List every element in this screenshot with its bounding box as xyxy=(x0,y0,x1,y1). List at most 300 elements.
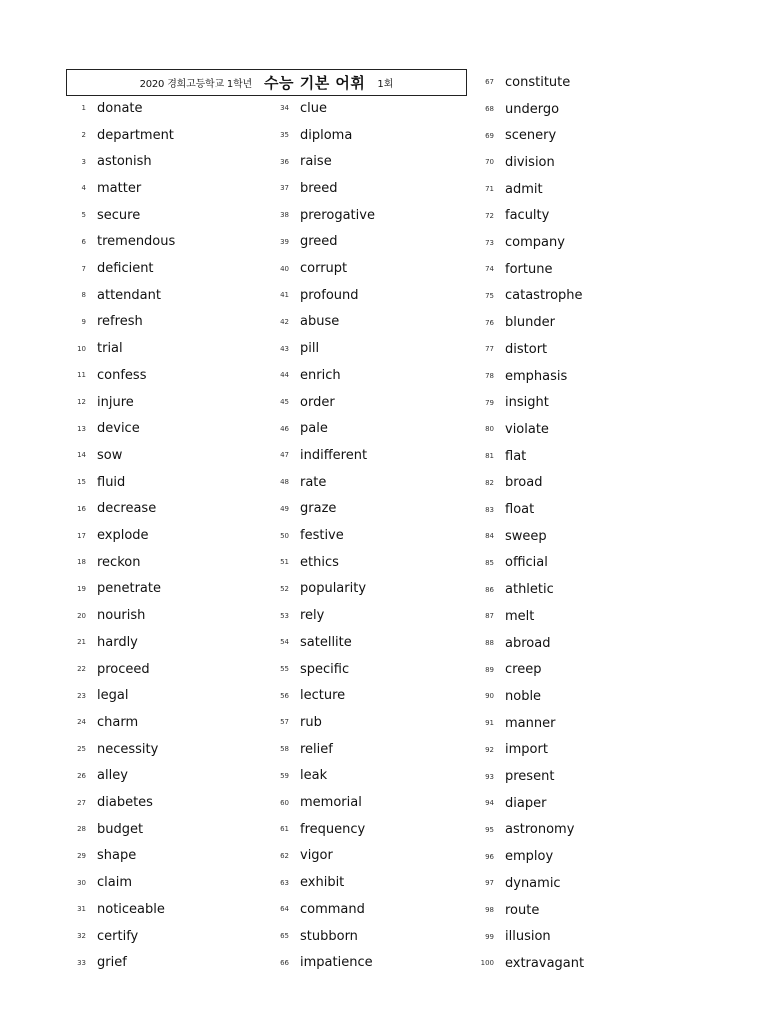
word-row xyxy=(474,256,552,283)
word-row xyxy=(66,763,128,790)
word-number: 25 xyxy=(77,745,86,754)
vocabulary-word: necessity xyxy=(97,741,159,757)
vocabulary-word: festive xyxy=(300,528,344,544)
word-row xyxy=(66,709,138,736)
word-row xyxy=(474,870,561,897)
vocabulary-word: enrich xyxy=(300,367,341,383)
vocabulary-word: diploma xyxy=(300,127,353,143)
vocabulary-word: abroad xyxy=(505,635,551,651)
vocabulary-word: hardly xyxy=(97,634,138,650)
vocabulary-word: charm xyxy=(97,714,139,730)
word-row xyxy=(474,309,555,336)
word-row xyxy=(66,229,175,256)
word-number: 54 xyxy=(280,638,289,647)
word-row xyxy=(269,415,328,442)
vocabulary-word: float xyxy=(505,502,535,518)
word-row xyxy=(474,817,574,844)
word-row xyxy=(269,763,327,790)
vocabulary-word: indifferent xyxy=(300,447,368,463)
vocabulary-word: nourish xyxy=(97,608,146,624)
word-row xyxy=(66,469,125,496)
word-row xyxy=(474,416,549,443)
word-number: 97 xyxy=(485,879,494,888)
vocabulary-word: athletic xyxy=(505,582,554,598)
vocabulary-word: official xyxy=(505,555,548,571)
vocabulary-word: greed xyxy=(300,234,338,250)
word-number: 26 xyxy=(77,771,86,780)
word-row xyxy=(269,335,319,362)
word-number: 82 xyxy=(485,478,494,487)
word-row xyxy=(474,96,559,123)
word-number: 85 xyxy=(485,558,494,567)
word-row xyxy=(66,549,140,576)
word-row xyxy=(269,896,365,923)
word-number: 86 xyxy=(485,585,494,594)
vocabulary-word: shape xyxy=(97,848,137,864)
vocabulary-word: violate xyxy=(505,421,549,437)
word-row xyxy=(269,122,352,149)
vocabulary-word: distort xyxy=(505,341,548,357)
word-row xyxy=(474,843,553,870)
word-number: 53 xyxy=(280,611,289,620)
word-row xyxy=(269,522,344,549)
word-number: 22 xyxy=(77,665,86,674)
word-row xyxy=(474,656,541,683)
word-number: 95 xyxy=(485,825,494,834)
word-number: 51 xyxy=(280,558,289,567)
word-row xyxy=(474,683,541,710)
vocabulary-word: fortune xyxy=(505,261,553,277)
vocabulary-word: emphasis xyxy=(505,368,568,384)
vocabulary-word: noticeable xyxy=(97,901,165,917)
word-number: 6 xyxy=(81,237,86,246)
word-number: 29 xyxy=(77,851,86,860)
word-number: 38 xyxy=(280,211,289,220)
word-number: 16 xyxy=(77,504,86,513)
vocabulary-word: rate xyxy=(300,474,327,490)
vocabulary-word: present xyxy=(505,769,555,785)
vocabulary-word: alley xyxy=(97,768,128,784)
vocabulary-word: scenery xyxy=(505,128,557,144)
word-row xyxy=(269,602,324,629)
word-number: 57 xyxy=(280,718,289,727)
word-row xyxy=(66,629,138,656)
word-number: 74 xyxy=(485,265,494,274)
word-number: 99 xyxy=(485,932,494,941)
vocabulary-word: reckon xyxy=(97,554,141,570)
word-number: 72 xyxy=(485,211,494,220)
word-row xyxy=(66,896,165,923)
word-number: 10 xyxy=(77,344,86,353)
word-row xyxy=(66,496,156,523)
vocabulary-word: fluid xyxy=(97,474,126,490)
word-number: 47 xyxy=(280,451,289,460)
word-row xyxy=(66,389,134,416)
word-number: 66 xyxy=(280,958,289,967)
word-number: 84 xyxy=(485,532,494,541)
word-number: 52 xyxy=(280,584,289,593)
word-row xyxy=(66,255,154,282)
word-row xyxy=(474,283,583,310)
word-row xyxy=(66,682,128,709)
vocabulary-word: manner xyxy=(505,715,556,731)
word-number: 46 xyxy=(280,424,289,433)
word-number: 17 xyxy=(77,531,86,540)
word-row xyxy=(474,443,526,470)
word-number: 80 xyxy=(485,425,494,434)
word-number: 4 xyxy=(81,184,86,193)
word-number: 89 xyxy=(485,665,494,674)
word-number: 67 xyxy=(485,78,494,87)
word-row xyxy=(474,470,542,497)
vocabulary-word: exhibit xyxy=(300,875,345,891)
word-row xyxy=(474,149,555,176)
word-number: 23 xyxy=(77,691,86,700)
word-number: 58 xyxy=(280,745,289,754)
word-number: 92 xyxy=(485,745,494,754)
word-row xyxy=(269,282,359,309)
word-number: 55 xyxy=(280,665,289,674)
vocabulary-word: prerogative xyxy=(300,207,375,223)
vocabulary-word: profound xyxy=(300,287,359,303)
word-row xyxy=(474,496,534,523)
vocabulary-word: matter xyxy=(97,180,142,196)
word-number: 93 xyxy=(485,772,494,781)
word-row xyxy=(66,415,140,442)
word-row xyxy=(269,95,327,122)
word-number: 48 xyxy=(280,478,289,487)
word-row xyxy=(269,736,333,763)
vocabulary-word: employ xyxy=(505,849,554,865)
vocabulary-word: sweep xyxy=(505,528,547,544)
word-row xyxy=(66,335,123,362)
vocabulary-word: insight xyxy=(505,395,549,411)
vocabulary-word: raise xyxy=(300,154,332,170)
vocabulary-word: device xyxy=(97,421,140,437)
word-row xyxy=(269,469,326,496)
vocabulary-word: clue xyxy=(300,100,327,116)
vocabulary-word: refresh xyxy=(97,314,143,330)
word-row xyxy=(66,442,122,469)
word-number: 39 xyxy=(280,237,289,246)
vocabulary-word: diaper xyxy=(505,795,547,811)
word-row xyxy=(269,549,339,576)
word-number: 59 xyxy=(280,771,289,780)
word-row xyxy=(66,362,146,389)
word-row xyxy=(66,816,143,843)
vocabulary-word: confess xyxy=(97,367,147,383)
vocabulary-word: ethics xyxy=(300,554,339,570)
round-label: 1회 xyxy=(377,79,394,90)
word-row xyxy=(474,763,554,790)
word-row xyxy=(66,949,127,976)
word-row xyxy=(269,255,347,282)
word-number: 43 xyxy=(280,344,289,353)
word-number: 88 xyxy=(485,639,494,648)
word-number: 24 xyxy=(77,718,86,727)
vocabulary-word: corrupt xyxy=(300,261,348,277)
vocabulary-word: relief xyxy=(300,741,333,757)
vocabulary-word: extravagant xyxy=(505,955,585,971)
word-row xyxy=(474,229,565,256)
word-number: 63 xyxy=(280,878,289,887)
word-row xyxy=(66,869,132,896)
word-number: 19 xyxy=(77,584,86,593)
vocabulary-word: stubborn xyxy=(300,928,358,944)
word-row xyxy=(474,630,550,657)
word-row xyxy=(474,603,534,630)
word-number: 50 xyxy=(280,531,289,540)
vocabulary-word: order xyxy=(300,394,335,410)
vocabulary-word: blunder xyxy=(505,315,555,331)
vocabulary-word: leak xyxy=(300,768,328,784)
word-number: 30 xyxy=(77,878,86,887)
word-row xyxy=(66,175,141,202)
word-row xyxy=(269,202,375,229)
word-row xyxy=(269,869,344,896)
word-number: 2 xyxy=(81,131,86,140)
word-number: 81 xyxy=(485,452,494,461)
word-number: 62 xyxy=(280,851,289,860)
word-row xyxy=(474,389,549,416)
word-row xyxy=(269,816,365,843)
word-row xyxy=(269,709,322,736)
school-label: 2020 경희고등학교 1학년 xyxy=(139,79,253,90)
word-number: 27 xyxy=(77,798,86,807)
word-row xyxy=(269,496,336,523)
word-number: 61 xyxy=(280,825,289,834)
word-row xyxy=(269,949,373,976)
vocabulary-word: noble xyxy=(505,688,542,704)
vocabulary-word: melt xyxy=(505,608,535,624)
vocabulary-word: frequency xyxy=(300,821,366,837)
word-number: 68 xyxy=(485,105,494,114)
worksheet-title: 수능 기본 어휘 xyxy=(264,74,366,92)
word-number: 40 xyxy=(280,264,289,273)
word-number: 5 xyxy=(81,211,86,220)
word-number: 78 xyxy=(485,372,494,381)
vocabulary-word: department xyxy=(97,127,174,143)
word-number: 14 xyxy=(77,451,86,460)
word-number: 41 xyxy=(280,291,289,300)
word-number: 7 xyxy=(81,264,86,273)
word-number: 45 xyxy=(280,398,289,407)
word-row xyxy=(66,602,145,629)
word-number: 87 xyxy=(485,612,494,621)
word-number: 90 xyxy=(485,692,494,701)
word-number: 36 xyxy=(280,157,289,166)
word-row xyxy=(66,923,138,950)
word-number: 94 xyxy=(485,799,494,808)
vocabulary-word: claim xyxy=(97,875,133,891)
vocabulary-word: rely xyxy=(300,608,325,624)
word-row xyxy=(269,923,358,950)
word-number: 13 xyxy=(77,424,86,433)
word-row xyxy=(269,629,352,656)
word-number: 100 xyxy=(480,959,494,968)
word-number: 60 xyxy=(280,798,289,807)
word-row xyxy=(66,656,150,683)
word-number: 83 xyxy=(485,505,494,514)
word-number: 96 xyxy=(485,852,494,861)
vocabulary-word: astonish xyxy=(97,154,152,170)
word-row xyxy=(474,336,547,363)
vocabulary-word: satellite xyxy=(300,634,352,650)
vocabulary-word: pill xyxy=(300,341,320,357)
word-number: 64 xyxy=(280,905,289,914)
word-number: 71 xyxy=(485,185,494,194)
word-row xyxy=(269,309,339,336)
word-number: 69 xyxy=(485,131,494,140)
word-number: 32 xyxy=(77,932,86,941)
word-row xyxy=(269,389,335,416)
vocabulary-word: legal xyxy=(97,688,129,704)
word-number: 73 xyxy=(485,238,494,247)
word-row xyxy=(269,362,341,389)
vocabulary-word: proceed xyxy=(97,661,150,677)
word-number: 34 xyxy=(280,104,289,113)
vocabulary-word: illusion xyxy=(505,929,551,945)
word-row xyxy=(474,950,584,977)
vocabulary-word: broad xyxy=(505,475,543,491)
word-number: 8 xyxy=(81,291,86,300)
vocabulary-word: explode xyxy=(97,528,149,544)
vocabulary-word: grief xyxy=(97,955,127,971)
word-row xyxy=(66,202,140,229)
word-row xyxy=(474,923,551,950)
word-row xyxy=(66,148,152,175)
vocabulary-word: sow xyxy=(97,447,123,463)
word-row xyxy=(269,175,338,202)
vocabulary-word: pale xyxy=(300,421,328,437)
vocabulary-word: lecture xyxy=(300,688,346,704)
word-number: 12 xyxy=(77,398,86,407)
word-row xyxy=(269,148,332,175)
word-number: 9 xyxy=(81,317,86,326)
vocabulary-word: dynamic xyxy=(505,875,561,891)
vocabulary-word: penetrate xyxy=(97,581,161,597)
word-row xyxy=(269,576,366,603)
word-number: 76 xyxy=(485,318,494,327)
vocabulary-word: division xyxy=(505,154,555,170)
vocabulary-word: company xyxy=(505,235,565,251)
word-row xyxy=(474,69,570,96)
word-row xyxy=(474,737,548,764)
word-row xyxy=(474,122,556,149)
word-row xyxy=(66,576,161,603)
word-number: 65 xyxy=(280,932,289,941)
vocabulary-word: budget xyxy=(97,821,144,837)
word-row xyxy=(269,656,349,683)
vocabulary-word: graze xyxy=(300,501,337,517)
vocabulary-word: abuse xyxy=(300,314,340,330)
vocabulary-word: import xyxy=(505,742,548,758)
vocabulary-word: injure xyxy=(97,394,134,410)
word-row xyxy=(474,550,548,577)
word-row xyxy=(269,229,338,256)
word-row xyxy=(474,790,546,817)
vocabulary-word: specific xyxy=(300,661,350,677)
vocabulary-word: secure xyxy=(97,207,141,223)
word-number: 37 xyxy=(280,184,289,193)
word-row xyxy=(66,736,158,763)
vocabulary-word: certify xyxy=(97,928,139,944)
vocabulary-word: decrease xyxy=(97,501,157,517)
vocabulary-word: rub xyxy=(300,714,322,730)
word-number: 79 xyxy=(485,398,494,407)
vocabulary-word: diabetes xyxy=(97,795,153,811)
word-number: 91 xyxy=(485,719,494,728)
vocabulary-word: constitute xyxy=(505,74,571,90)
vocabulary-word: flat xyxy=(505,448,527,464)
word-row xyxy=(269,682,345,709)
vocabulary-word: creep xyxy=(505,662,542,678)
word-number: 28 xyxy=(77,825,86,834)
vocabulary-word: memorial xyxy=(300,795,362,811)
word-row xyxy=(474,203,549,230)
vocabulary-word: vigor xyxy=(300,848,333,864)
word-row xyxy=(66,789,153,816)
vocabulary-word: donate xyxy=(97,100,143,116)
word-number: 33 xyxy=(77,958,86,967)
word-row xyxy=(474,897,539,924)
word-number: 1 xyxy=(81,104,86,113)
vocabulary-word: breed xyxy=(300,180,338,196)
word-number: 98 xyxy=(485,906,494,915)
word-row xyxy=(474,363,567,390)
word-row xyxy=(474,576,554,603)
worksheet-title-box xyxy=(66,69,467,96)
vocabulary-word: popularity xyxy=(300,581,367,597)
vocabulary-word: catastrophe xyxy=(505,288,583,304)
word-row xyxy=(66,282,161,309)
word-row xyxy=(66,843,136,870)
vocabulary-word: route xyxy=(505,902,540,918)
word-number: 20 xyxy=(77,611,86,620)
word-row xyxy=(474,710,555,737)
word-row xyxy=(66,95,143,122)
word-number: 49 xyxy=(280,504,289,513)
word-number: 31 xyxy=(77,905,86,914)
word-number: 35 xyxy=(280,131,289,140)
word-number: 75 xyxy=(485,291,494,300)
word-number: 44 xyxy=(280,371,289,380)
word-number: 15 xyxy=(77,478,86,487)
word-row xyxy=(66,122,174,149)
word-number: 21 xyxy=(77,638,86,647)
word-row xyxy=(66,309,143,336)
word-number: 3 xyxy=(81,157,86,166)
vocabulary-word: impatience xyxy=(300,955,373,971)
word-number: 11 xyxy=(77,371,86,380)
word-row xyxy=(474,176,543,203)
vocabulary-word: admit xyxy=(505,181,543,197)
vocabulary-word: trial xyxy=(97,341,123,357)
word-number: 70 xyxy=(485,158,494,167)
vocabulary-word: faculty xyxy=(505,208,550,224)
word-number: 42 xyxy=(280,317,289,326)
word-row xyxy=(474,523,547,550)
vocabulary-word: undergo xyxy=(505,101,560,117)
word-row xyxy=(269,843,333,870)
vocabulary-word: deficient xyxy=(97,261,154,277)
word-number: 56 xyxy=(280,691,289,700)
vocabulary-word: tremendous xyxy=(97,234,176,250)
word-row xyxy=(269,789,362,816)
vocabulary-word: command xyxy=(300,901,365,917)
word-row xyxy=(269,442,367,469)
vocabulary-word: astronomy xyxy=(505,822,575,838)
